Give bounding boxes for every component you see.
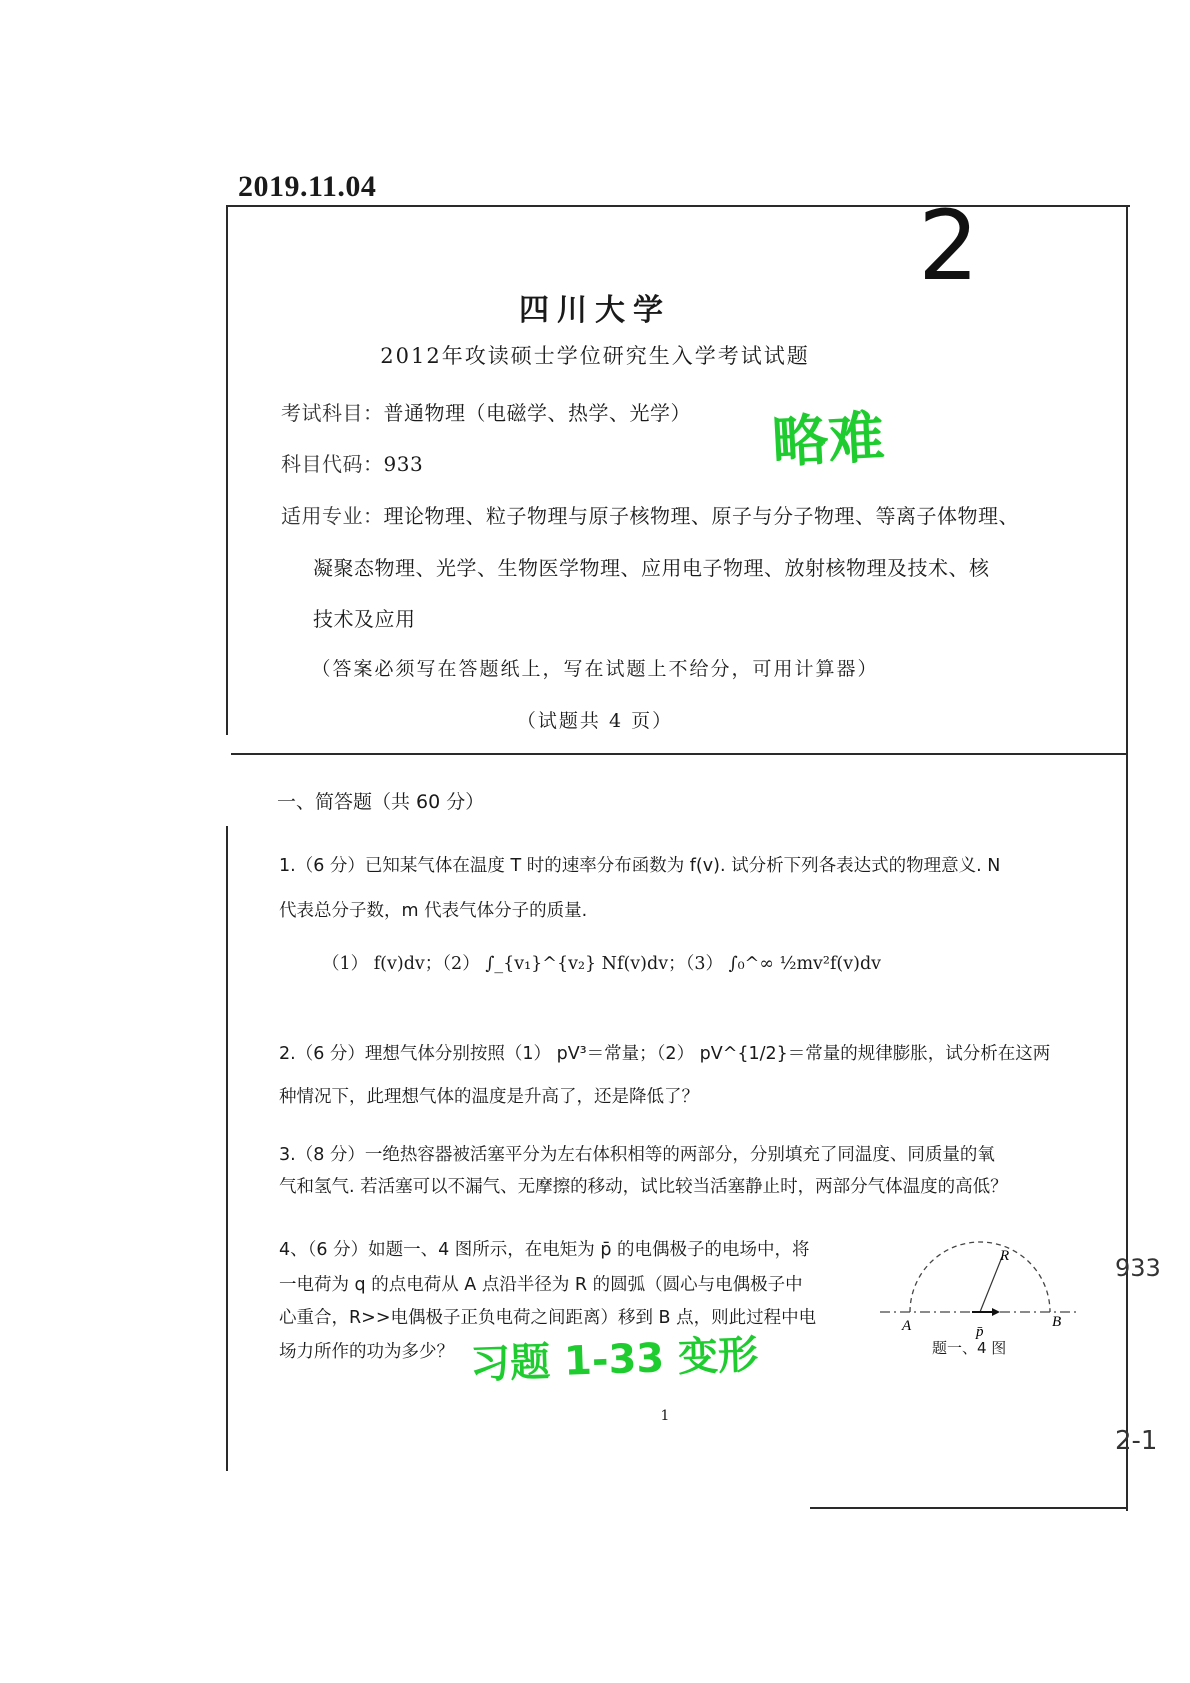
question-3-line-2: 气和氢气. 若活塞可以不漏气、无摩擦的移动，试比较当活塞静止时，两部分气体温度的高低？ xyxy=(279,1177,1008,1197)
figure-label-p: p̄ xyxy=(976,1324,984,1340)
section-title-short-answer: 一、简答题（共 60 分） xyxy=(277,791,485,813)
code-value: 933 xyxy=(383,452,424,476)
frame-bottom-line xyxy=(810,1507,1128,1509)
majors-label: 适用专业： xyxy=(281,504,384,528)
code-row xyxy=(281,448,423,477)
frame-top-line xyxy=(226,205,1130,207)
figure-label-a: A xyxy=(902,1318,912,1334)
majors-line-1: 理论物理、粒子物理与原子核物理、原子与分子物理、等离子体物理、 xyxy=(383,504,1019,528)
difficulty-handwritten-note: 略难 xyxy=(770,405,886,476)
question-1-line-1: 1.（6 分）已知某气体在温度 T 时的速率分布函数为 f(v). 试分析下列各表达式的物理意义. N xyxy=(279,856,1001,876)
figure-radius-line xyxy=(980,1257,1002,1312)
exam-title: 2012年攻读硕士学位研究生入学考试试题 xyxy=(380,344,810,368)
side-note-page: 2-1 xyxy=(1115,1426,1158,1456)
subject-value: 普通物理（电磁学、热学、光学） xyxy=(383,401,691,425)
university-name: 四川大学 xyxy=(519,293,671,328)
dipole-figure xyxy=(880,1232,1080,1352)
frame-header-divider xyxy=(231,753,1128,755)
question-4-line-3: 心重合，R>>电偶极子正负电荷之间距离）移到 B 点，则此过程中电 xyxy=(279,1308,817,1328)
figure-label-b: B xyxy=(1052,1314,1062,1330)
subject-label: 考试科目： xyxy=(281,401,384,425)
question-4-line-2: 一电荷为 q 的点电荷从 A 点沿半径为 R 的圆弧（圆心与电偶极子中 xyxy=(279,1275,803,1295)
question-4-line-1: 4、（6 分）如题一、4 图所示，在电矩为 p̄ 的电偶极子的电场中，将 xyxy=(279,1240,810,1260)
question-1-line-2: 代表总分子数，m 代表气体分子的质量. xyxy=(279,901,588,921)
frame-left-line-lower xyxy=(226,826,228,1471)
page-number: 1 xyxy=(660,1408,670,1424)
figure-dipole-arrowhead xyxy=(992,1308,1000,1316)
question-4-line-4: 场力所作的功为多少？ xyxy=(279,1342,454,1362)
majors-line-2: 凝聚态物理、光学、生物医学物理、应用电子物理、放射核物理及技术、核 xyxy=(313,556,990,580)
subject-row xyxy=(281,397,691,426)
figure-arc xyxy=(910,1242,1050,1312)
side-note-code: 933 xyxy=(1115,1254,1161,1282)
frame-right-line-lower xyxy=(1126,753,1128,1511)
majors-row xyxy=(281,500,1019,529)
figure-label-r: R xyxy=(1000,1248,1010,1264)
answer-notice: （答案必须写在答题纸上，写在试题上不给分，可用计算器） xyxy=(311,658,879,680)
exercise-handwritten-note: 习题 1-33 变形 xyxy=(469,1331,759,1389)
majors-line-3: 技术及应用 xyxy=(313,607,416,631)
question-1-expressions: （1） f(v)dv；（2） ∫_{v₁}^{v₂} Nf(v)dv；（3） ∫₀^∞ ½mv²f(v)dv xyxy=(322,954,882,974)
code-label: 科目代码： xyxy=(281,452,384,476)
question-3-line-1: 3.（8 分）一绝热容器被活塞平分为左右体积相等的两部分，分别填充了同温度、同质量的氧 xyxy=(279,1145,995,1165)
figure-caption: 题一、4 图 xyxy=(932,1339,1007,1357)
question-2-line-1: 2.（6 分）理想气体分别按照（1） pV³＝常量；（2） pV^{1/2}＝常量的规律膨胀，试分析在这两 xyxy=(279,1044,1051,1064)
pages-note: （试题共 4 页） xyxy=(516,710,674,732)
question-2-line-2: 种情况下，此理想气体的温度是升高了，还是降低了？ xyxy=(279,1087,699,1107)
date-stamp: 2019.11.04 xyxy=(238,170,377,203)
handwritten-page-number: 2 xyxy=(918,190,980,302)
